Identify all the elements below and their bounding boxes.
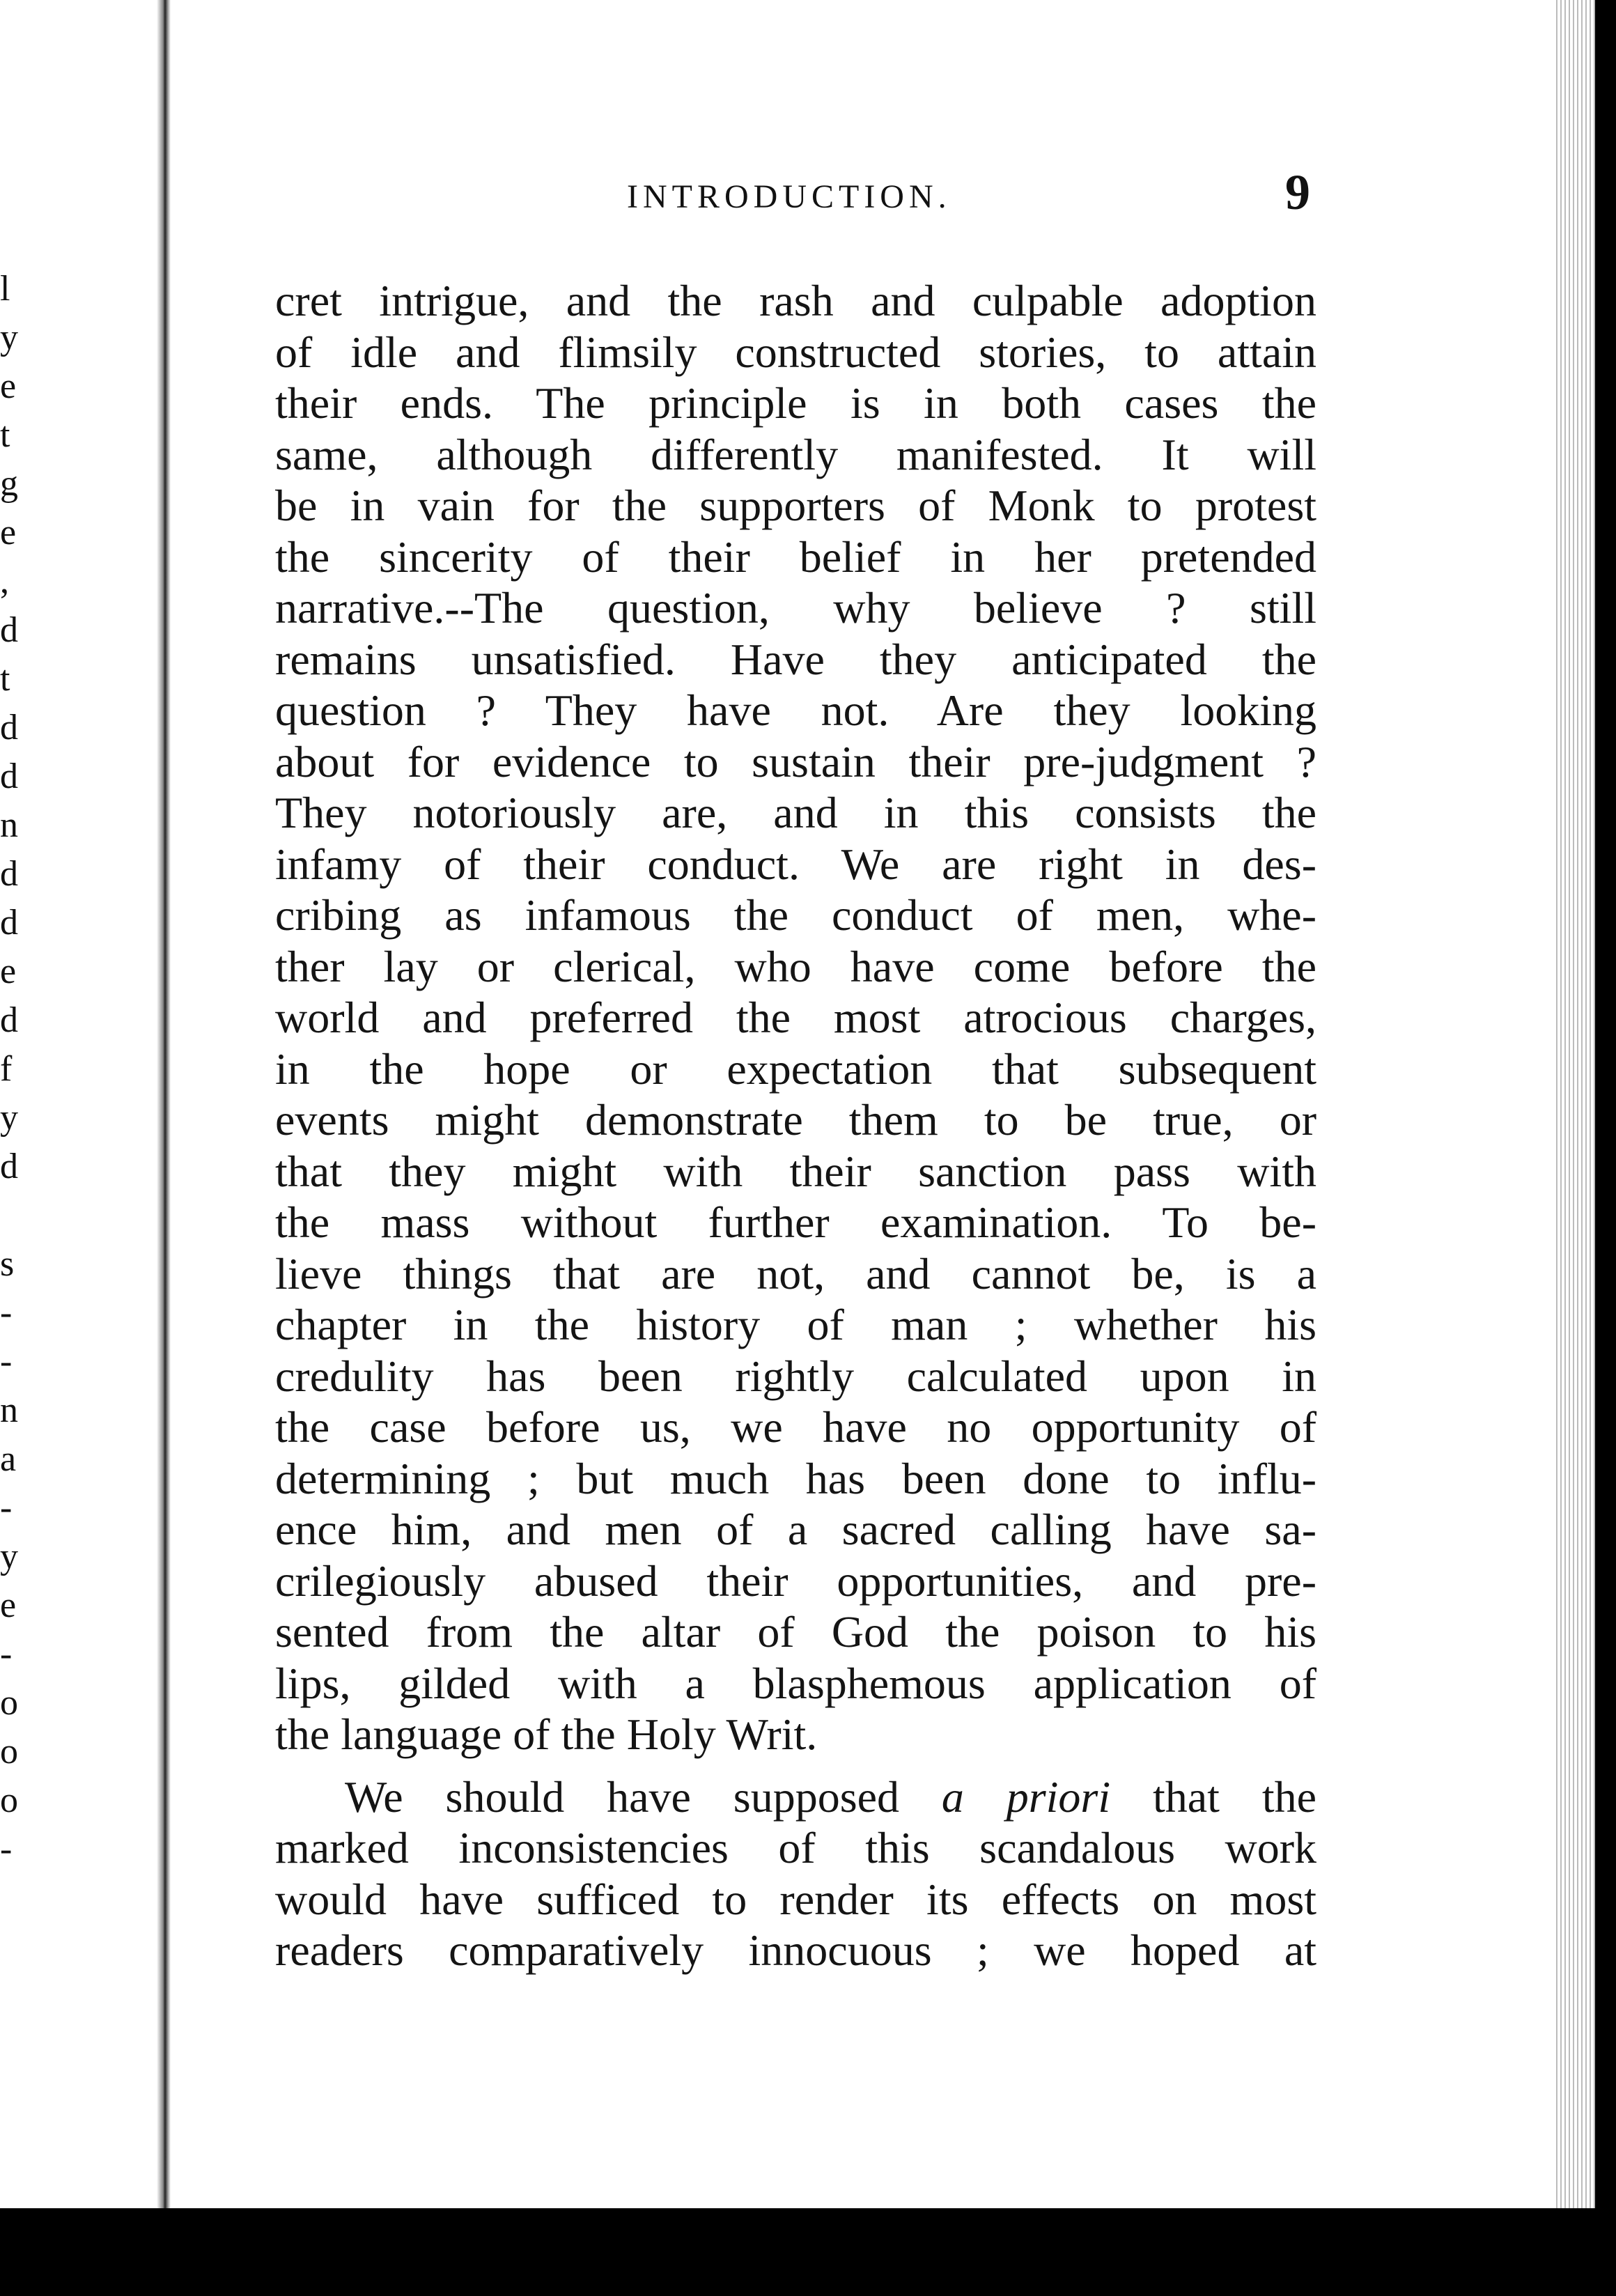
- text-line: ence him, and men of a sacred calling have sa-: [275, 1505, 1316, 1554]
- facing-page-char: t: [0, 415, 10, 455]
- facing-page-char: -: [0, 1342, 13, 1381]
- facing-page-char: e: [0, 952, 17, 991]
- facing-page-char: o: [0, 1683, 18, 1723]
- page-edges: [1553, 0, 1595, 2208]
- facing-page-char: a: [0, 1439, 17, 1479]
- text-line: in the hope or expectation that subsequent: [275, 1044, 1316, 1094]
- facing-page-char: e: [0, 1585, 17, 1625]
- text-line: about for evidence to sustain their pre-judgment ?: [275, 736, 1316, 786]
- text-line: cret intrigue, and the rash and culpable adoption: [275, 276, 1316, 325]
- text-line: ther lay or clerical, who have come before the: [275, 941, 1316, 991]
- text-line: the language of the Holy Writ.: [275, 1709, 818, 1759]
- facing-page-char: n: [0, 1390, 18, 1430]
- text-line: remains unsatisfied. Have they anticipated the: [275, 634, 1316, 684]
- text-line: the sincerity of their belief in her pretended: [275, 532, 1316, 582]
- facing-page: [0, 0, 164, 2208]
- facing-page-char: g: [0, 464, 18, 504]
- paragraph-2: [275, 1771, 1316, 1976]
- body-text: [275, 275, 1316, 1976]
- text-line: determining ; but much has been done to influ-: [275, 1453, 1316, 1503]
- text-line: cribing as infamous the conduct of men, whe-: [275, 890, 1316, 940]
- text-line: the case before us, we have no opportunity of: [275, 1402, 1316, 1452]
- paragraph-2-first-line: [275, 1771, 1316, 1823]
- paragraph-1: [275, 275, 1316, 1760]
- facing-page-char: o: [0, 1732, 18, 1771]
- text-line: readers comparatively innocuous ; we hoped at: [275, 1925, 1316, 1975]
- facing-page-char: l: [0, 269, 10, 309]
- facing-page-char: -: [0, 1829, 13, 1869]
- text-line: be in vain for the supporters of Monk to protest: [275, 481, 1316, 530]
- facing-page-char: -: [0, 1634, 13, 1674]
- text-line: the mass without further examination. To be-: [275, 1197, 1316, 1247]
- text-run: that the: [1110, 1771, 1317, 1822]
- facing-page-char: s: [0, 1244, 15, 1284]
- text-line: credulity has been rightly calculated upon in: [275, 1351, 1316, 1401]
- facing-page-char: d: [0, 1000, 18, 1040]
- facing-page-char: y: [0, 1098, 18, 1138]
- running-head: INTRODUCTION.: [627, 178, 951, 215]
- facing-page-char: o: [0, 1781, 18, 1820]
- facing-page-char: n: [0, 805, 18, 845]
- facing-page-text-edge: [0, 265, 28, 1874]
- text-line: They notoriously are, and in this consists the: [275, 788, 1316, 837]
- facing-page-char: -: [0, 1488, 13, 1528]
- text-line: lips, gilded with a blasphemous application of: [275, 1658, 1316, 1708]
- facing-page-char: t: [0, 659, 10, 699]
- facing-page-char: d: [0, 854, 18, 894]
- text-line: would have sufficed to render its effects on most: [275, 1874, 1316, 1924]
- facing-page-char: -: [0, 1293, 13, 1333]
- text-line: lieve things that are not, and cannot be, is a: [275, 1248, 1316, 1298]
- text-line: narrative.--The question, why believe ? still: [275, 583, 1316, 633]
- facing-page-char: y: [0, 318, 18, 357]
- page-number: 9: [1285, 164, 1310, 220]
- text-line: of idle and flimsily constructed stories, to attain: [275, 327, 1316, 377]
- facing-page-char: y: [0, 1537, 18, 1576]
- text-line: that they might with their sanction pass with: [275, 1146, 1316, 1196]
- facing-page-char: d: [0, 610, 18, 650]
- text-line: question ? They have not. Are they looking: [275, 685, 1316, 735]
- text-line: their ends. The principle is in both cases the: [275, 378, 1316, 428]
- text-line: events might demonstrate them to be true, or: [275, 1095, 1316, 1145]
- book-gutter: [157, 0, 171, 2208]
- text-run: We should have supposed: [345, 1771, 942, 1822]
- text-line: chapter in the history of man ; whether his: [275, 1300, 1316, 1349]
- facing-page-char: ,: [0, 561, 9, 601]
- text-line: crilegiously abused their opportunities, and pre-: [275, 1556, 1316, 1606]
- facing-page-char: d: [0, 757, 18, 796]
- text-line: world and preferred the most atrocious charges,: [275, 993, 1316, 1042]
- scan-background: [0, 2208, 1616, 2296]
- facing-page-char: d: [0, 708, 18, 747]
- facing-page-char: [0, 1191, 28, 1240]
- facing-page-char: e: [0, 513, 17, 552]
- text-line: infamy of their conduct. We are right in des-: [275, 839, 1316, 889]
- text-line: sented from the altar of God the poison to his: [275, 1607, 1316, 1657]
- facing-page-char: e: [0, 366, 17, 406]
- facing-page-char: f: [0, 1049, 13, 1089]
- text-line: same, although differently manifested. It will: [275, 429, 1316, 479]
- italic-phrase: a priori: [941, 1771, 1111, 1822]
- facing-page-char: d: [0, 1147, 18, 1186]
- facing-page-char: d: [0, 903, 18, 943]
- text-line: marked inconsistencies of this scandalous work: [275, 1823, 1316, 1872]
